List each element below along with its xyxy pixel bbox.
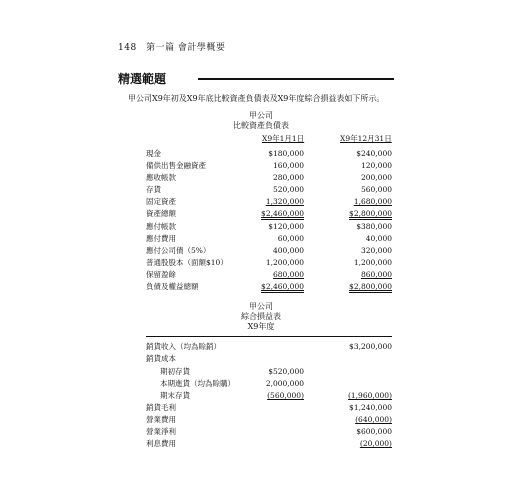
income-statement-period: X9年度 [247, 322, 275, 331]
section-intro: 甲公司X9年初及X9年底比較資產負債表及X9年度綜合損益表如下所示。 [128, 94, 385, 103]
table-row: 應收帳款 280,000 200,000 [146, 173, 392, 182]
table-row: 期末存貨 (560,000) (1,960,000) [160, 391, 392, 400]
table-row: 本期進貨（均為賒購） 2,000,000 [160, 379, 304, 388]
table-row: 利息費用 (20,000) [146, 439, 392, 448]
table-row: 資產總額 $2,460,000 $2,800,000 [146, 209, 392, 218]
income-statement-company: 甲公司 [249, 302, 273, 311]
table-row: 現金 $180,000 $240,000 [146, 149, 392, 158]
table-row: 存貨 520,000 560,000 [146, 185, 392, 194]
table-row: 銷貨毛利 $1,240,000 [146, 403, 392, 412]
table-row: 備供出售金融資產 160,000 120,000 [146, 161, 392, 170]
income-statement-name: 綜合損益表 [241, 312, 281, 321]
page-header [118, 40, 225, 53]
section-title-rule [198, 78, 394, 80]
income-statement-rule [146, 336, 392, 337]
table-row: 銷貨收入（均為賒銷） $3,200,000 [146, 342, 392, 351]
balance-sheet-company: 甲公司 [249, 111, 273, 120]
table-row: 負債及權益總額 $2,460,000 $2,800,000 [146, 282, 392, 291]
section-title: 精選範題 [118, 72, 167, 86]
income-statement-title [221, 302, 301, 332]
table-row: 應付費用 60,000 40,000 [146, 234, 392, 243]
page-number: 148 [118, 43, 137, 53]
bs-col2-header: X9年12月31日 [340, 134, 392, 143]
table-row: 固定資產 1,320,000 1,680,000 [146, 197, 392, 206]
table-row: 應付帳款 $120,000 $380,000 [146, 222, 392, 231]
table-row: 銷貨成本 [146, 354, 176, 363]
table-row: 普通股股本（面額$10） 1,200,000 1,200,000 [146, 258, 392, 267]
table-row: 營業費用 (640,000) [146, 415, 392, 424]
table-row: 營業淨利 $600,000 [146, 427, 392, 436]
table-row: 應付公司債（5%） 400,000 320,000 [146, 246, 392, 255]
bs-col1-header: X9年1月1日 [262, 134, 305, 143]
table-row: 保留盈餘 680,000 860,000 [146, 270, 392, 279]
balance-sheet-title [221, 111, 301, 131]
table-row: 期初存貨 $520,000 [160, 367, 304, 376]
chapter-title: 第一篇 會計學概要 [146, 43, 226, 53]
balance-sheet-name: 比較資產負債表 [233, 121, 289, 130]
